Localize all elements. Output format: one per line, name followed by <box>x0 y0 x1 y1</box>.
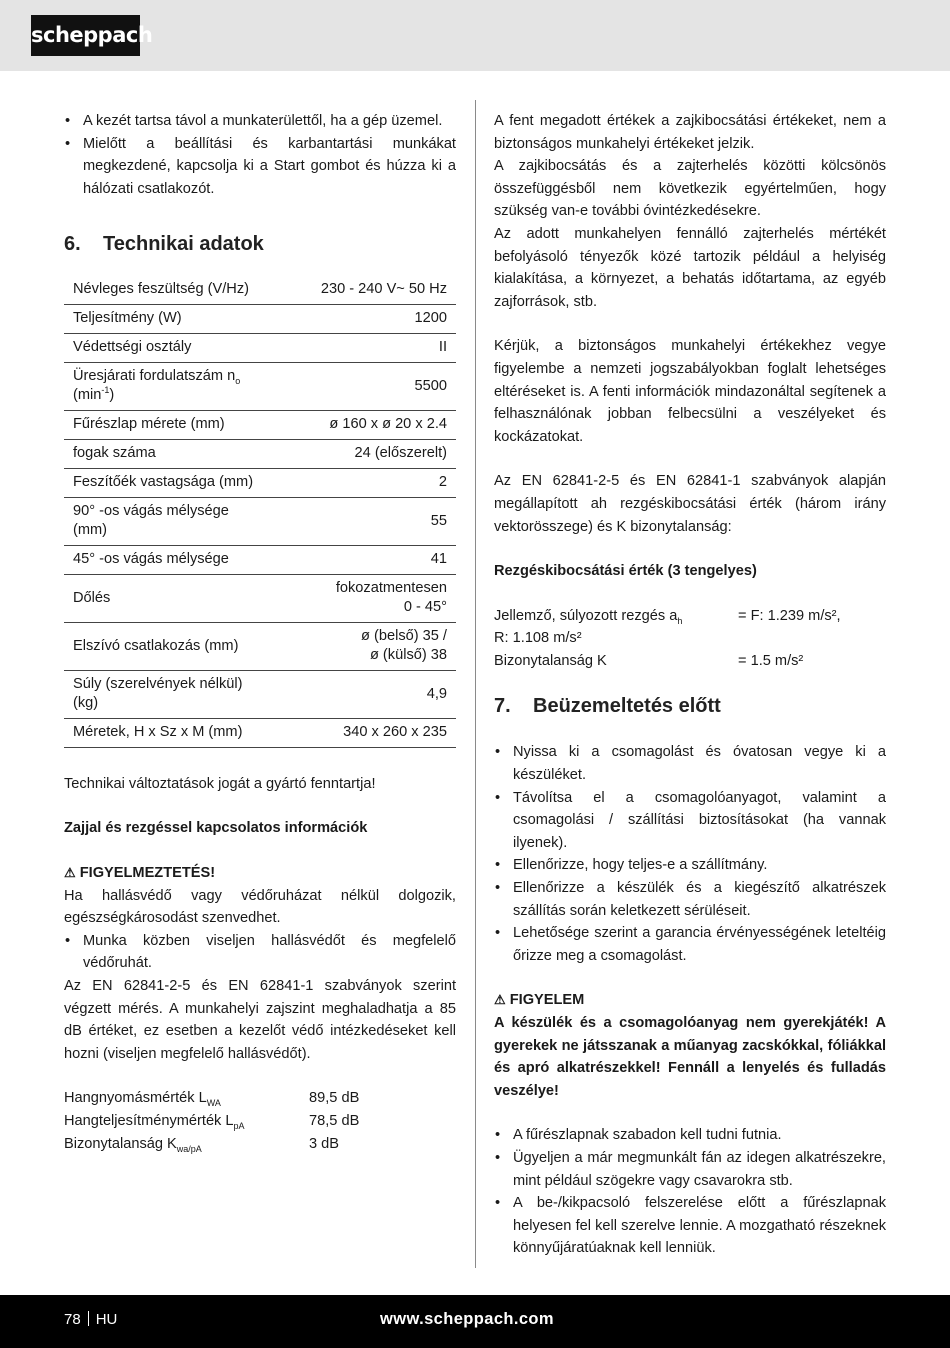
spec-table <box>64 275 456 748</box>
brand-logo: scheppach <box>31 15 140 56</box>
spec-value: 5500 <box>291 362 456 410</box>
spec-value: 41 <box>291 545 456 574</box>
spec-label: Dőlés <box>64 574 291 622</box>
right-column <box>494 110 886 1260</box>
spec-label: Teljesítmény (W) <box>64 304 291 333</box>
spec-value: 55 <box>291 497 456 545</box>
setup-bullets <box>494 741 886 967</box>
table-row <box>64 545 456 574</box>
warning-icon: ⚠ <box>64 865 76 881</box>
noise-value: 78,5 dB <box>309 1113 360 1129</box>
spec-value: 2 <box>291 468 456 497</box>
paragraph: A zajkibocsátás és a zajterhelés közötti kölcsönös összefüggésből nem következik egyértelműen, hogy szükség van-e további óvintézkedésekre. <box>494 158 886 220</box>
paragraph: Az adott munkahelyen fennálló zajterhelés mértékét befolyásoló tényezők közé tartozik például a helyiség kialakítása, a környezet, a behatás időtartama, az egyéb zajforrások, stb. <box>494 225 886 310</box>
list-item: • Munka közben viseljen hallásvédőt és megfelelő védőruhát. <box>64 930 456 975</box>
spec-value: ø (belső) 35 / ø (külső) 38 <box>291 622 456 670</box>
spec-value: 4,9 <box>291 670 456 718</box>
spec-label: Méretek, H x Sz x M (mm) <box>64 718 291 747</box>
left-column <box>64 110 456 1155</box>
vibration-row <box>494 650 886 673</box>
spec-label: Üresjárati fordulatszám $n_o$ $(\min^{-1})$ <box>64 362 291 410</box>
list-item: • Ügyeljen a már megmunkált fán az idegen alkatrészekre, mint például szögekre vagy csavarokra stb. <box>494 1147 886 1192</box>
list-item: • Lehetősége szerint a garancia érvényességének leteltéig őrizze meg a csomagolást. <box>494 922 886 967</box>
spec-label: Feszítőék vastagsága (mm) <box>64 468 291 497</box>
table-row <box>64 362 456 410</box>
spec-value: 230 - 240 V~ 50 Hz <box>291 275 456 304</box>
vibration-value: = 1.5 m/s² <box>738 652 804 669</box>
website-link[interactable]: www.scheppach.com <box>380 1310 554 1328</box>
list-item: • Ellenőrizze, hogy teljes-e a szállítmány. <box>494 854 886 877</box>
noise-value: 89,5 dB <box>309 1090 360 1107</box>
noise-value: 3 dB <box>309 1135 340 1152</box>
table-row <box>64 410 456 439</box>
noise-label: Bizonytalanság $K_{wa/pA}$ <box>64 1135 202 1154</box>
vibration-value-cont: R: 1.108 m/s² <box>494 630 582 647</box>
list-item: • A be-/kikpacsoló felszerelése előtt a fűrészlapnak helyesen fel kell szerelve lennie. A mozgatható részeknek könnyűjáratúaknak kell lenniük. <box>494 1192 886 1260</box>
paragraph: A fent megadott értékek a zajkibocsátási értékeket, nem a biztonságos munkahelyi értékeket jelzik. <box>494 113 886 152</box>
noise-row <box>64 1087 456 1110</box>
noise-label: Hangteljesítménymérték $L_{pA}$ <box>64 1113 245 1131</box>
final-bullets <box>494 1124 886 1260</box>
list-item: • A kezét tartsa távol a munkaterülettől, ha a gép üzemel. <box>64 110 456 133</box>
header-bar <box>0 0 950 71</box>
table-row <box>64 670 456 718</box>
spec-value: 340 x 260 x 235 <box>291 718 456 747</box>
section-7-heading <box>494 694 886 718</box>
list-item: • Távolítsa el a csomagolóanyagot, valamint a csomagolási / szállítási biztosításokat (ha vannak ilyenek). <box>494 787 886 855</box>
vibration-value: = F: 1.239 m/s², <box>738 607 841 624</box>
measurement-text: Az EN 62841-2-5 és EN 62841-1 szabványok szerint végzett mérés. A munkahelyi zajszint meghaladhatja a 85 dB értéket, ez esetben a kezelőt védő intézkedéseket kell hozni (viseljen megfelelő hallásvédőt). <box>64 978 456 1062</box>
warning-text: Ha hallásvédő vagy védőruházat nélkül dolgozik, egészségkárosodást szenvedhet. <box>64 887 456 927</box>
spec-label: 90° -os vágás mélysége (mm) <box>64 497 291 545</box>
table-row <box>64 304 456 333</box>
list-item: • Nyissa ki a csomagolást és óvatosan vegye ki a készüléket. <box>494 741 886 786</box>
list-item: • Ellenőrizze a készülék és a kiegészítő alkatrészek szállítás során keletkezett sérüléseit. <box>494 877 886 922</box>
spec-label: Védettségi osztály <box>64 333 291 362</box>
list-item: • A fűrészlapnak szabadon kell tudni futnia. <box>494 1124 886 1147</box>
language-code: HU <box>95 1311 118 1328</box>
table-row <box>64 622 456 670</box>
list-item: • Mielőtt a beállítási és karbantartási munkákat megkezdené, kapcsolja ki a Start gombot és húzza ki a hálózati csatlakozót. <box>64 133 456 201</box>
spec-value: ø 160 x ø 20 x 2.4 <box>291 410 456 439</box>
spec-label: fogak száma <box>64 439 291 468</box>
spec-label: 45° -os vágás mélysége <box>64 545 291 574</box>
warning-icon: ⚠ <box>494 992 506 1008</box>
table-row <box>64 333 456 362</box>
attention-title: ⚠ FIGYELEM <box>494 992 585 1009</box>
section-title: Technikai adatok <box>103 233 264 256</box>
spec-value: fokozatmentesen 0 - 45° <box>291 574 456 622</box>
tech-note: Technikai változtatások jogát a gyártó fenntartja! <box>64 775 376 792</box>
spec-label: Névleges feszültség (V/Hz) <box>64 275 291 304</box>
warning-title: ⚠ FIGYELMEZTETÉS! <box>64 865 216 882</box>
page-number: 78 HU <box>64 1311 118 1328</box>
warning-bullets <box>64 930 456 975</box>
section-6-heading <box>64 232 456 256</box>
section-number: 7. <box>494 695 511 718</box>
noise-values <box>64 1087 456 1155</box>
spec-value: 1200 <box>291 304 456 333</box>
noise-row <box>64 1110 456 1133</box>
table-row <box>64 468 456 497</box>
footer-separator <box>88 1311 89 1326</box>
spec-label: Fűrészlap mérete (mm) <box>64 410 291 439</box>
table-row <box>64 718 456 747</box>
spec-label: Elszívó csatlakozás (mm) <box>64 622 291 670</box>
table-row <box>64 497 456 545</box>
vibration-values <box>494 605 886 673</box>
spec-label: Súly (szerelvények nélkül) (kg) <box>64 670 291 718</box>
section-title: Beüzemeltetés előtt <box>533 695 721 718</box>
noise-label: Hangnyomásmérték $L_{WA}$ <box>64 1090 221 1109</box>
vibration-label: Bizonytalanság K <box>494 652 607 669</box>
vibration-row <box>494 605 886 628</box>
spec-value: 24 (előszerelt) <box>291 439 456 468</box>
section-number: 6. <box>64 233 81 256</box>
attention-text: A készülék és a csomagolóanyag nem gyerekjáték! A gyerekek ne játsszanak a műanyag zacskókkal, fóliákkal és apró alkatrészekkel! Fennáll a lenyelés és fulladás veszélye! <box>494 1015 886 1099</box>
vibration-label: Jellemző, súlyozott rezgés $a_h$ <box>494 607 683 626</box>
column-divider <box>475 100 476 1268</box>
safety-bullets <box>64 110 456 200</box>
table-row <box>64 439 456 468</box>
footer-bar <box>0 1295 950 1348</box>
spec-value: II <box>291 333 456 362</box>
table-row <box>64 275 456 304</box>
vibration-heading: Rezgéskibocsátási érték (3 tengelyes) <box>494 563 757 580</box>
table-row <box>64 574 456 622</box>
noise-row <box>64 1133 456 1156</box>
paragraph: Az EN 62841-2-5 és EN 62841-1 szabványok alapján megállapított ah rezgéskibocsátási érték (három irány vektorösszege) és K bizonytalanság: <box>494 473 886 535</box>
paragraph: Kérjük, a biztonságos munkahelyi értékekhez vegye figyelembe a nemzeti jogszabályokban foglalt lehetséges eltéréseket is. A fenti információk mindazonáltal segítenek a felhasználónak jobban felbecsülni a veszélyeket és kockázatokat. <box>494 338 886 445</box>
noise-heading: Zajjal és rezgéssel kapcsolatos információk <box>64 820 368 837</box>
